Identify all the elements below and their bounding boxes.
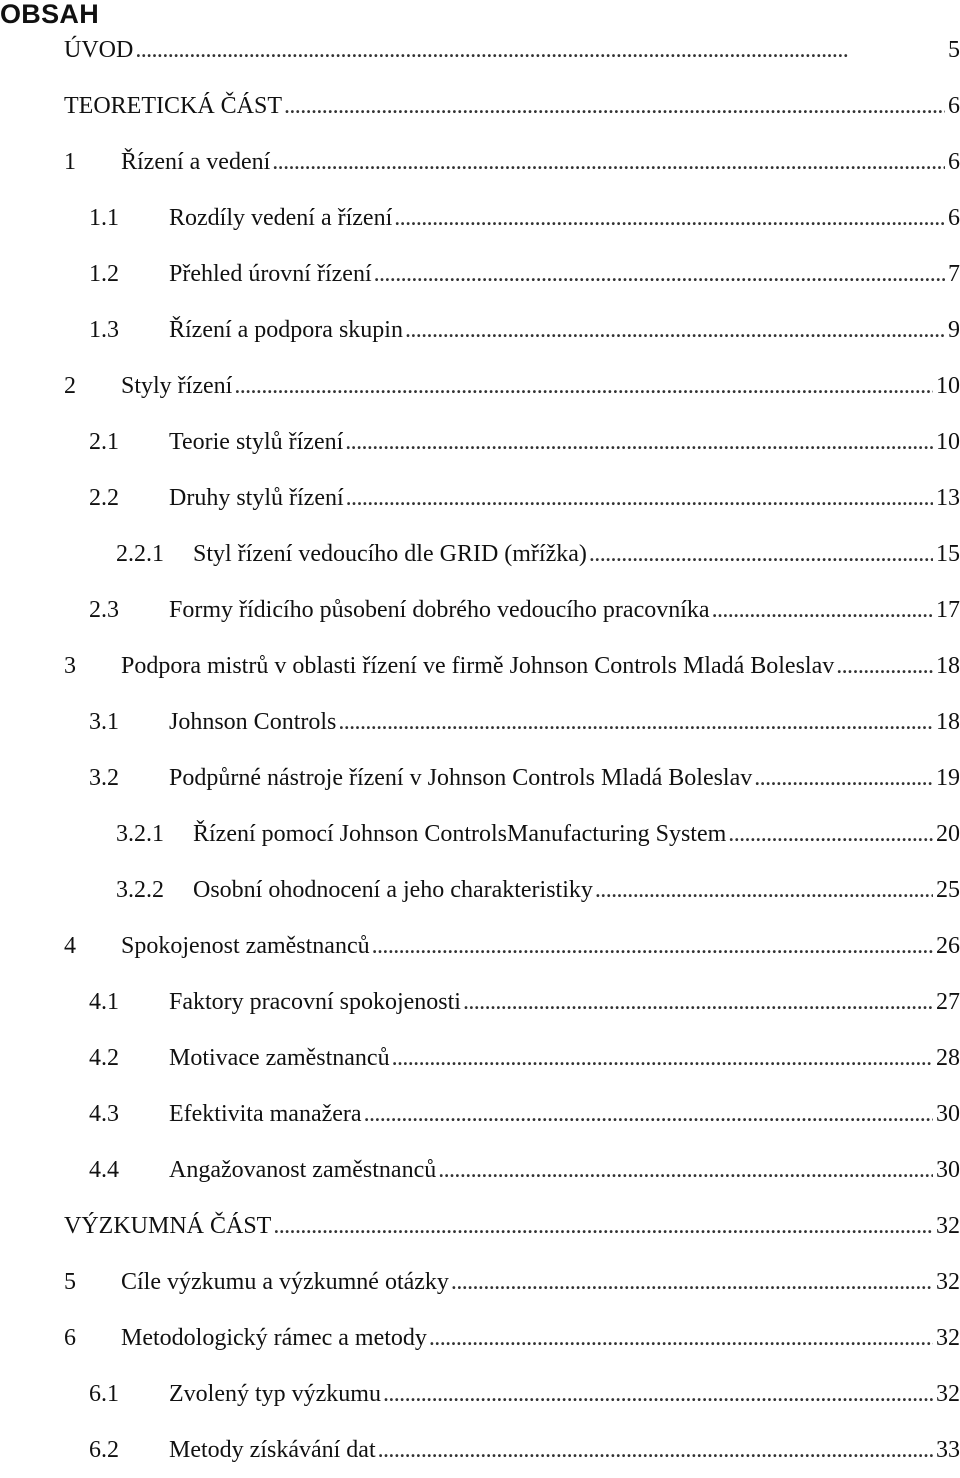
toc-entry[interactable] — [0, 694, 960, 750]
toc-entry-body — [169, 1043, 960, 1073]
dot-leader — [405, 315, 945, 345]
dot-leader — [451, 1267, 933, 1297]
dot-leader — [429, 1323, 933, 1353]
dot-leader — [463, 987, 933, 1017]
toc-entry[interactable] — [0, 1310, 960, 1366]
dot-leader — [135, 35, 945, 65]
toc-entry-title[interactable]: Styly řízení — [121, 373, 233, 399]
toc-entry-page: 25 — [936, 877, 960, 903]
dot-leader — [754, 763, 933, 793]
toc-entry[interactable] — [0, 22, 960, 78]
toc-entry-title[interactable]: Motivace zaměstnanců — [169, 1045, 390, 1071]
toc-entry-number: 4 — [64, 933, 76, 959]
toc-entry-number: 1.1 — [89, 205, 119, 231]
toc-entry-number: 2.2.1 — [116, 541, 164, 567]
toc-entry-page: 13 — [936, 485, 960, 511]
toc-entry[interactable] — [0, 302, 960, 358]
dot-leader — [372, 931, 933, 961]
dot-leader — [374, 259, 945, 289]
dot-leader — [345, 427, 933, 457]
dot-leader — [273, 1211, 933, 1241]
toc-entry[interactable] — [0, 1254, 960, 1310]
toc-entry-title[interactable]: VÝZKUMNÁ ČÁST — [64, 1213, 272, 1239]
toc-entry-number: 4.3 — [89, 1101, 119, 1127]
toc-entry-title[interactable]: TEORETICKÁ ČÁST — [64, 93, 282, 119]
toc-entry-number: 2 — [64, 373, 76, 399]
toc-entry-page: 19 — [936, 765, 960, 791]
toc-entry-number: 5 — [64, 1269, 76, 1295]
toc-entry-number: 3 — [64, 653, 76, 679]
toc-entry[interactable] — [0, 1422, 960, 1478]
toc-entry-page: 27 — [936, 989, 960, 1015]
toc-entry-number: 1 — [64, 149, 76, 175]
toc-entry-number: 3.2.2 — [116, 877, 164, 903]
toc-entry-body — [193, 875, 960, 905]
toc-entry-body — [169, 483, 960, 513]
toc-entry-body — [169, 763, 960, 793]
dot-leader — [284, 91, 945, 121]
toc-entry-number: 2.3 — [89, 597, 119, 623]
toc-entry-page: 5 — [948, 37, 960, 63]
toc-entry[interactable] — [0, 582, 960, 638]
toc-entry-number: 3.1 — [89, 709, 119, 735]
toc-entry-title[interactable]: Johnson Controls — [169, 709, 337, 735]
toc-entry-title[interactable]: Podpůrné nástroje řízení v Johnson Controls Mladá Boleslav — [169, 765, 753, 791]
toc-entry-title[interactable]: Spokojenost zaměstnanců — [121, 933, 370, 959]
toc-entry-page: 32 — [936, 1381, 960, 1407]
toc-entry-body — [64, 1211, 960, 1241]
toc-entry-page: 33 — [936, 1437, 960, 1463]
toc-entry-number: 4.1 — [89, 989, 119, 1015]
toc-entry[interactable] — [0, 190, 960, 246]
toc-entry-body — [64, 91, 960, 121]
toc-entry-number: 4.4 — [89, 1157, 119, 1183]
toc-entry-body — [169, 1379, 960, 1409]
toc-entry-body — [121, 147, 960, 177]
dot-leader — [378, 1435, 933, 1465]
toc-entry-body — [169, 595, 960, 625]
toc-entry[interactable] — [0, 918, 960, 974]
toc-entry-number: 6 — [64, 1325, 76, 1351]
dot-leader — [272, 147, 945, 177]
toc-entry-page: 6 — [948, 93, 960, 119]
toc-entry-body — [193, 539, 960, 569]
toc-entry[interactable] — [0, 1366, 960, 1422]
toc-entry-body — [169, 1099, 960, 1129]
toc-entry[interactable] — [0, 414, 960, 470]
toc-entry-page: 26 — [936, 933, 960, 959]
toc-entry-title[interactable]: Osobní ohodnocení a jeho charakteristiky — [193, 877, 593, 903]
toc-entry-page: 6 — [948, 149, 960, 175]
toc-entry-page: 20 — [936, 821, 960, 847]
toc-entry[interactable] — [0, 1086, 960, 1142]
toc-entry-body — [169, 427, 960, 457]
toc-entry-title[interactable]: ÚVOD — [64, 37, 134, 63]
dot-leader — [589, 539, 933, 569]
dot-leader — [394, 203, 945, 233]
dot-leader — [338, 707, 933, 737]
toc-entry-title[interactable]: Řízení a podpora skupin — [169, 317, 403, 343]
toc-entry-body — [169, 987, 960, 1017]
toc-entry-body — [193, 819, 960, 849]
toc-entry-page: 15 — [936, 541, 960, 567]
toc-entry-title[interactable]: Teorie stylů řízení — [169, 429, 344, 455]
toc-entry-title[interactable]: Styl řízení vedoucího dle GRID (mřížka) — [193, 541, 587, 567]
toc-entry-body — [169, 1155, 960, 1185]
toc-entry-page: 6 — [948, 205, 960, 231]
toc-entry-page: 32 — [936, 1269, 960, 1295]
toc-entry-number: 2.2 — [89, 485, 119, 511]
table-of-contents — [0, 22, 960, 1478]
toc-entry-page: 28 — [936, 1045, 960, 1071]
toc-entry-page: 18 — [936, 653, 960, 679]
toc-entry-title[interactable]: Metodologický rámec a metody — [121, 1325, 427, 1351]
toc-entry-title[interactable]: Druhy stylů řízení — [169, 485, 344, 511]
dot-leader — [712, 595, 933, 625]
toc-entry-title[interactable]: Přehled úrovní řízení — [169, 261, 372, 287]
toc-entry-title[interactable]: Metody získávání dat — [169, 1437, 376, 1463]
toc-entry-body — [169, 707, 960, 737]
toc-entry-page: 30 — [936, 1157, 960, 1183]
dot-leader — [383, 1379, 933, 1409]
toc-entry[interactable] — [0, 1030, 960, 1086]
toc-entry-number: 6.1 — [89, 1381, 119, 1407]
toc-entry-number: 1.3 — [89, 317, 119, 343]
toc-entry-body — [169, 203, 960, 233]
dot-leader — [364, 1099, 933, 1129]
toc-entry-title[interactable]: Řízení a vedení — [121, 149, 271, 175]
toc-entry-page: 10 — [936, 373, 960, 399]
dot-leader — [595, 875, 933, 905]
toc-entry[interactable] — [0, 358, 960, 414]
toc-entry-body — [121, 931, 960, 961]
toc-entry-page: 17 — [936, 597, 960, 623]
toc-entry-page: 7 — [948, 261, 960, 287]
toc-entry-title[interactable]: Efektivita manažera — [169, 1101, 362, 1127]
toc-entry-number: 6.2 — [89, 1437, 119, 1463]
toc-entry-number: 2.1 — [89, 429, 119, 455]
toc-entry[interactable] — [0, 246, 960, 302]
toc-entry-title[interactable]: Podpora mistrů v oblasti řízení ve firmě Johnson Controls Mladá Boleslav — [121, 653, 835, 679]
toc-entry-page: 30 — [936, 1101, 960, 1127]
toc-entry-body — [169, 315, 960, 345]
dot-leader — [234, 371, 933, 401]
dot-leader — [728, 819, 933, 849]
toc-entry-body — [121, 1323, 960, 1353]
toc-entry-number: 3.2 — [89, 765, 119, 791]
toc-entry[interactable] — [0, 78, 960, 134]
toc-entry-body — [121, 1267, 960, 1297]
toc-entry-title[interactable]: Rozdíly vedení a řízení — [169, 205, 393, 231]
toc-entry-body — [169, 1435, 960, 1465]
toc-entry-body — [121, 651, 960, 681]
toc-entry[interactable] — [0, 806, 960, 862]
toc-entry-page: 32 — [936, 1325, 960, 1351]
toc-entry[interactable] — [0, 470, 960, 526]
toc-entry-page: 10 — [936, 429, 960, 455]
toc-entry-body — [121, 371, 960, 401]
toc-entry[interactable] — [0, 526, 960, 582]
toc-entry[interactable] — [0, 750, 960, 806]
dot-leader — [346, 483, 933, 513]
toc-entry[interactable] — [0, 1142, 960, 1198]
toc-entry[interactable] — [0, 638, 960, 694]
toc-entry-title[interactable]: Řízení pomocí Johnson ControlsManufacturing System — [193, 821, 727, 847]
toc-entry-number: 4.2 — [89, 1045, 119, 1071]
toc-entry-title[interactable]: Formy řídicího působení dobrého vedoucího pracovníka — [169, 597, 710, 623]
toc-entry-number: 1.2 — [89, 261, 119, 287]
toc-entry-page: 9 — [948, 317, 960, 343]
toc-entry[interactable] — [0, 1198, 960, 1254]
toc-entry-body — [64, 35, 960, 65]
toc-entry-title[interactable]: Faktory pracovní spokojenosti — [169, 989, 461, 1015]
toc-entry-body — [169, 259, 960, 289]
toc-entry[interactable] — [0, 974, 960, 1030]
toc-entry-number: 3.2.1 — [116, 821, 164, 847]
toc-entry-title[interactable]: Cíle výzkumu a výzkumné otázky — [121, 1269, 449, 1295]
toc-entry-page: 18 — [936, 709, 960, 735]
toc-entry[interactable] — [0, 862, 960, 918]
toc-entry-title[interactable]: Zvolený typ výzkumu — [169, 1381, 381, 1407]
dot-leader — [438, 1155, 933, 1185]
toc-entry-title[interactable]: Angažovanost zaměstnanců — [169, 1157, 437, 1183]
dot-leader — [392, 1043, 933, 1073]
toc-entry[interactable] — [0, 134, 960, 190]
toc-entry-page: 32 — [936, 1213, 960, 1239]
dot-leader — [836, 651, 933, 681]
toc-heading: OBSAH — [0, 0, 100, 29]
